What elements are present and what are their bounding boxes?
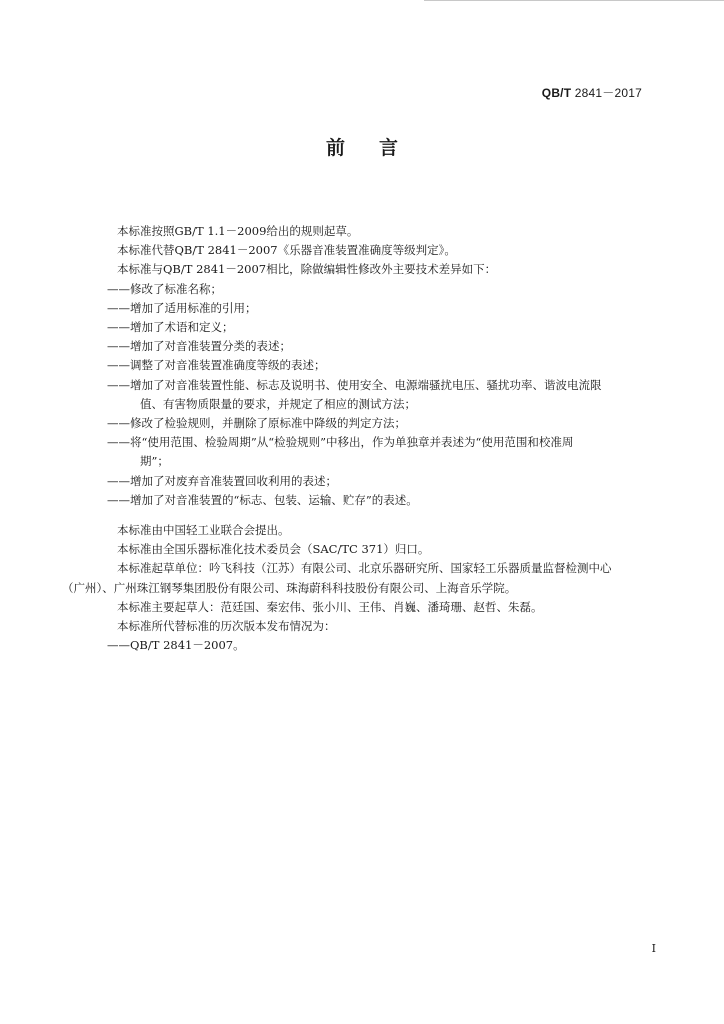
list-item: ——QB/T 2841－2007。 (107, 638, 245, 653)
document-code (542, 84, 642, 101)
list-item: ——增加了对音准装置性能、标志及说明书、使用安全、电源端骚扰电压、骚扰功率、谐波电流限 (107, 377, 602, 392)
paragraph-line: 本标准按照GB/T 1.1－2009给出的规则起草。 (117, 224, 359, 238)
list-item-continuation: 期”； (140, 454, 169, 469)
list-item-continuation: 值、有害物质限量的要求，并规定了相应的测试方法； (140, 396, 416, 411)
foreword-drafting-block (62, 521, 666, 655)
paragraph-line: 本标准与QB/T 2841－2007相比，除做编辑性修改外主要技术差异如下： (117, 262, 497, 277)
list-item: ——增加了对音准装置分类的表述； (107, 339, 291, 354)
paragraph-line: 本标准起草单位：吟飞科技（江苏）有限公司、北京乐器研究所、国家轻工乐器质量监督检测中心 (117, 561, 612, 576)
document-code-prefix: QB/T (541, 86, 572, 100)
page-number: I (651, 942, 656, 955)
section-title-char-2: 言 (379, 137, 399, 159)
list-item: ——将“使用范围、检验周期”从“检验规则”中移出，作为单独章并表述为“使用范围和校准周 (107, 435, 574, 450)
section-title-char-1: 前 (325, 137, 345, 159)
top-rule (424, 0, 724, 1)
list-item: ——修改了标准名称； (107, 281, 222, 296)
paragraph-line: 本标准由全国乐器标准化技术委员会（SAC/TC 371）归口。 (117, 542, 430, 557)
list-item: ——调整了对音准装置准确度等级的表述； (107, 358, 326, 373)
section-title (0, 133, 724, 160)
list-item: ——增加了对音准装置的“标志、包装、运输、贮存”的表述。 (107, 492, 418, 507)
list-item: ——修改了检验规则，并删除了原标准中降级的判定方法； (107, 416, 406, 431)
list-item: ——增加了对废弃音准装置回收利用的表述； (107, 473, 337, 488)
document-code-number: 2841－2017 (574, 86, 642, 100)
paragraph-line: 本标准主要起草人：范廷国、秦宏伟、张小川、王伟、肖巍、潘琦珊、赵哲、朱磊。 (117, 599, 543, 614)
paragraph-line: （广州）、广州珠江钢琴集团股份有限公司、珠海蔚科科技股份有限公司、上海音乐学院。 (62, 580, 517, 595)
list-item: ——增加了术语和定义； (107, 320, 234, 335)
paragraph-line: 本标准由中国轻工业联合会提出。 (117, 523, 290, 537)
paragraph-line: 本标准所代替标准的历次版本发布情况为： (117, 619, 336, 634)
paragraph-line: 本标准代替QB/T 2841－2007《乐器音准装置准确度等级判定》。 (117, 243, 456, 258)
foreword-changes-block (106, 222, 666, 510)
list-item: ——增加了适用标准的引用； (107, 300, 257, 315)
